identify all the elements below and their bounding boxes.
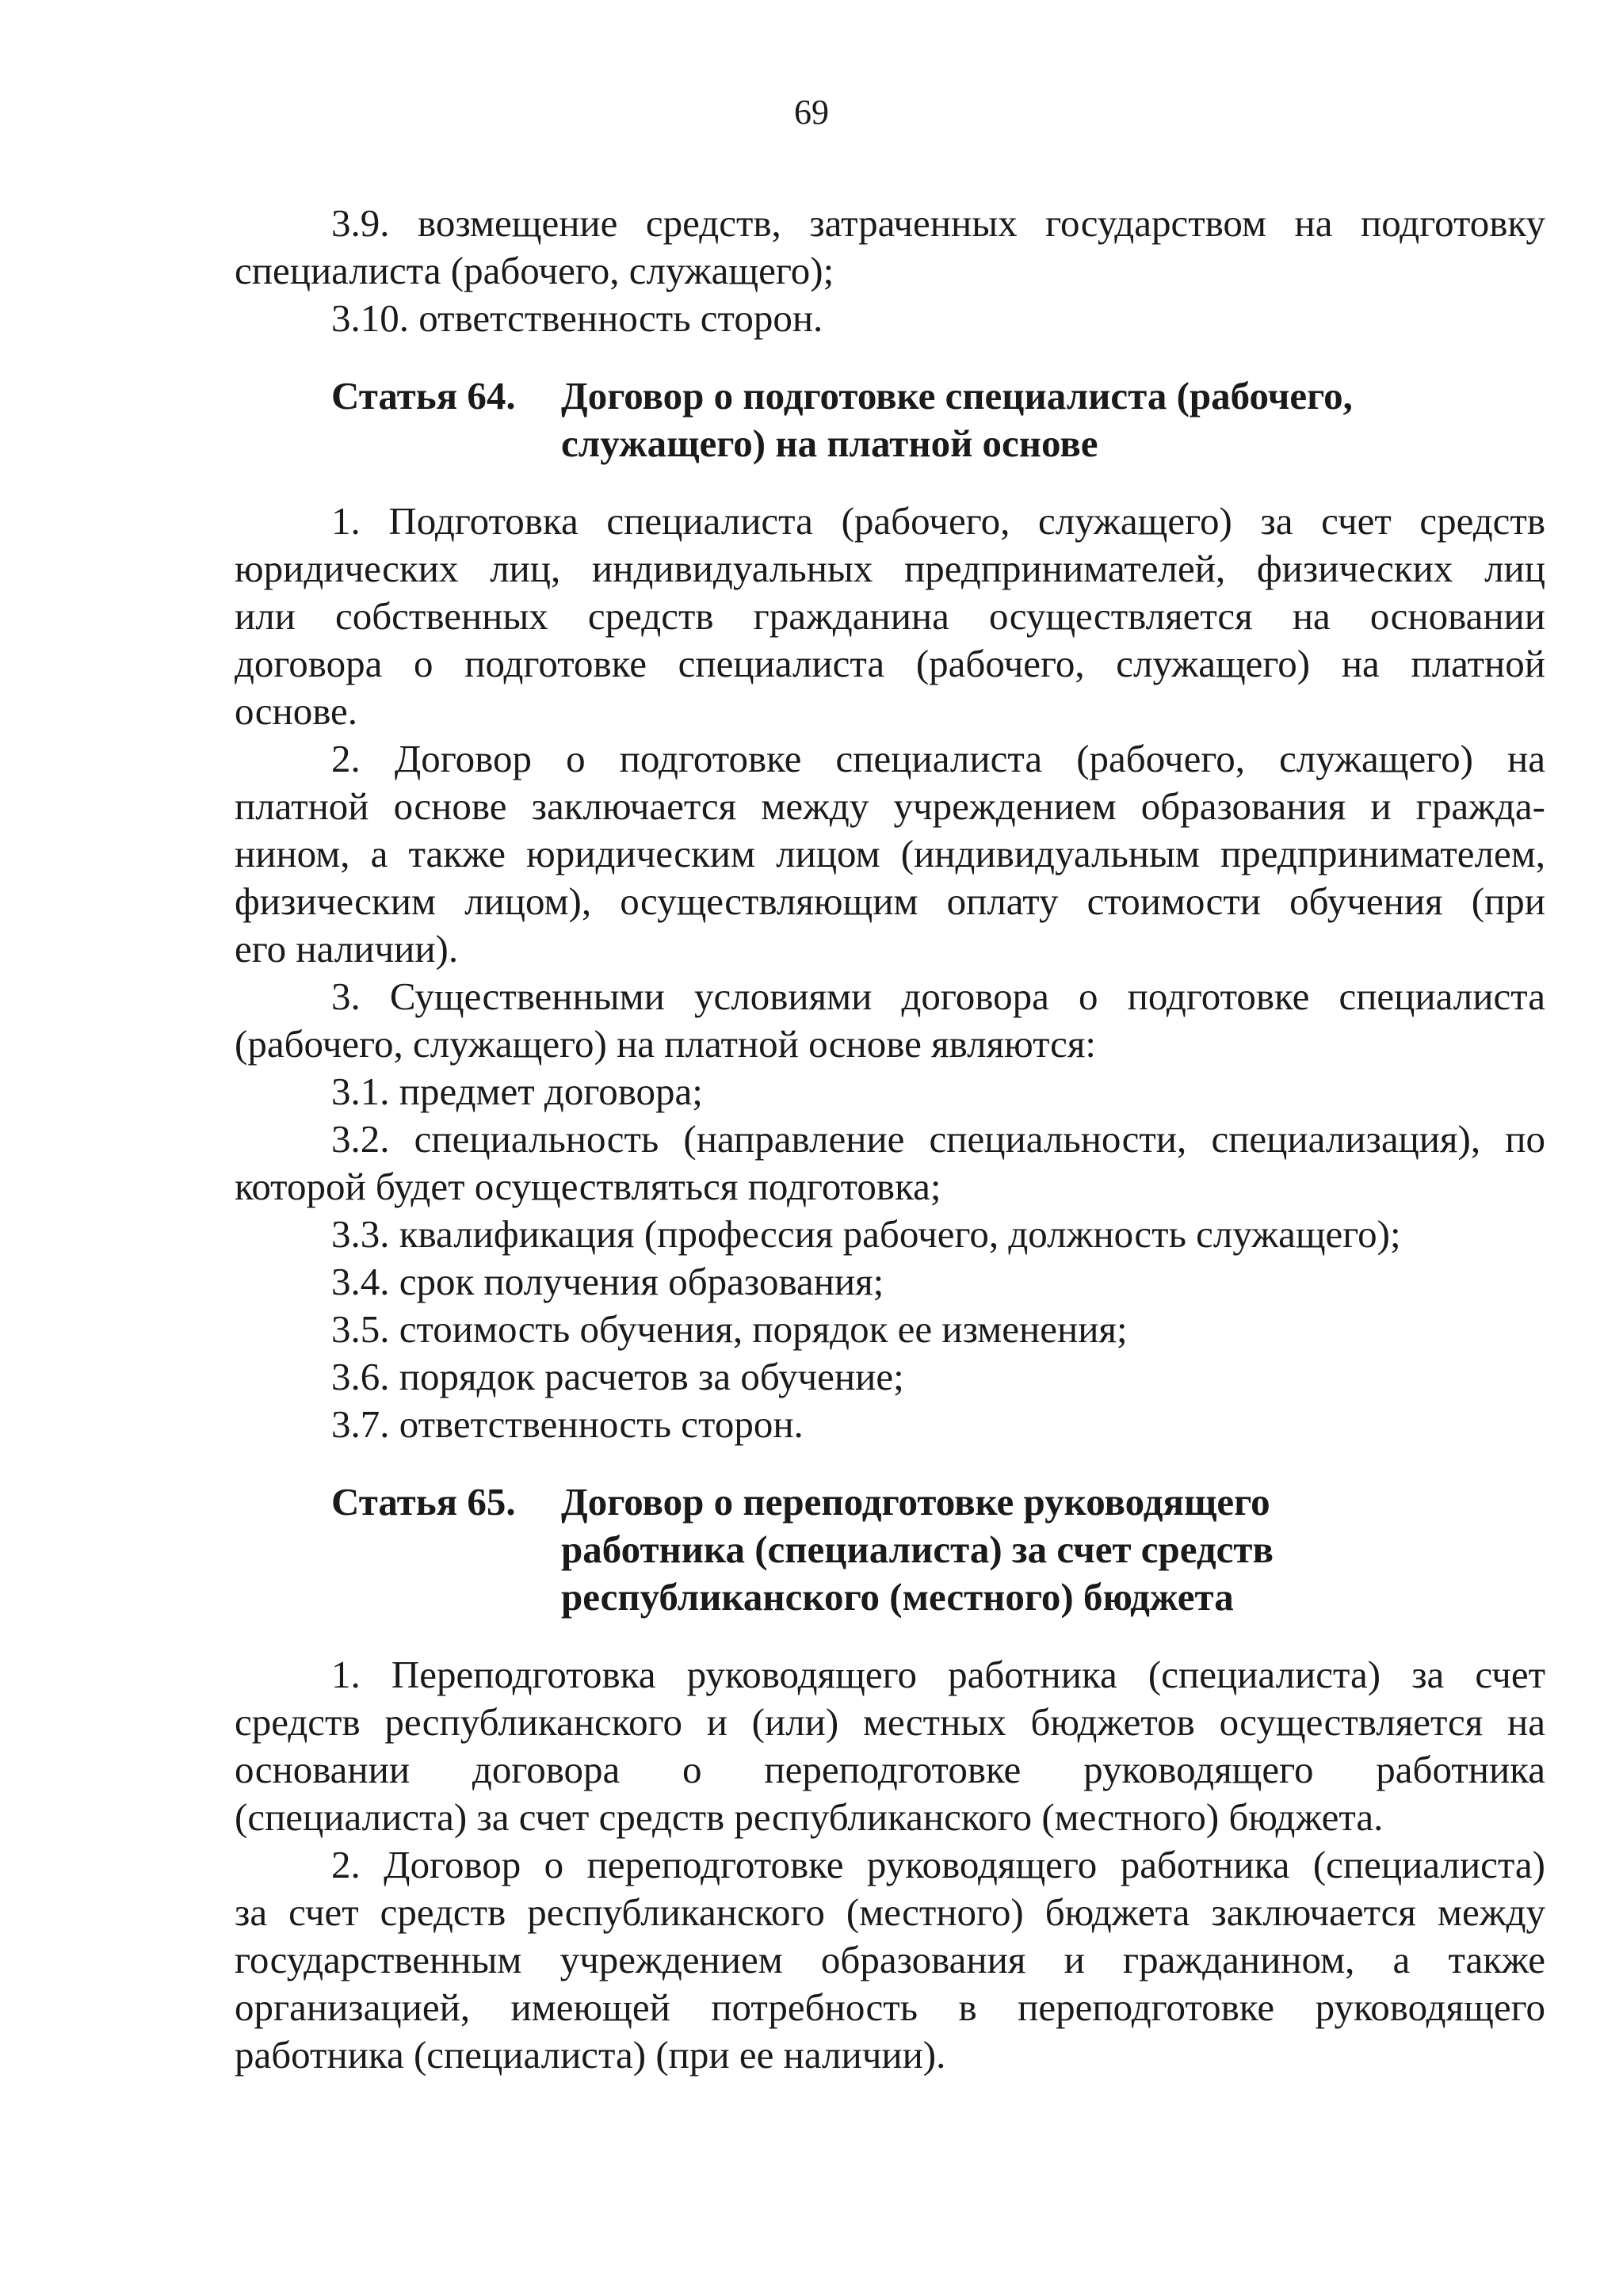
page-number: 69 xyxy=(794,93,829,132)
article-title: Договор о подготовке специалиста (рабочего, xyxy=(561,374,1353,418)
text-line: 3.10. ответственность сторон. xyxy=(331,296,823,340)
article-number: Статья 64. xyxy=(331,374,516,418)
article-title: республиканского (местного) бюджета xyxy=(561,1575,1234,1619)
text-line: 2. Договор о переподготовке руководящего работника (специалиста) xyxy=(331,1843,1545,1886)
text-line: основе. xyxy=(235,689,358,733)
article-number: Статья 65. xyxy=(331,1480,516,1524)
text-line: 3. Существенными условиями договора о подготовке специалиста xyxy=(331,974,1545,1018)
text-line: 3.4. срок получения образования; xyxy=(331,1260,884,1303)
text-line: государственным учреждением образования и гражданином, а также xyxy=(235,1938,1545,1981)
text-line: 1. Переподготовка руководящего работника (специалиста) за счет xyxy=(331,1653,1545,1696)
text-line: специалиста (рабочего, служащего); xyxy=(235,249,834,292)
text-line: работника (специалиста) (при ее наличии). xyxy=(235,2033,946,2077)
text-line: 3.3. квалификация (профессия рабочего, должность служащего); xyxy=(331,1212,1401,1256)
text-line: организацией, имеющей потребность в переподготовке руководящего xyxy=(235,1985,1545,2029)
text-line: договора о подготовке специалиста (рабочего, служащего) на платной xyxy=(235,642,1545,685)
text-line: 3.6. порядок расчетов за обучение; xyxy=(331,1355,904,1398)
text-line: средств республиканского и (или) местных бюджетов осуществляется на xyxy=(235,1700,1545,1744)
text-line: платной основе заключается между учреждением образования и гражда- xyxy=(235,784,1545,828)
text-line: его наличии). xyxy=(235,927,459,971)
text-line: (рабочего, служащего) на платной основе являются: xyxy=(235,1022,1096,1066)
article-title: Договор о переподготовке руководящего xyxy=(561,1480,1270,1524)
text-line: 3.5. стоимость обучения, порядок ее изменения; xyxy=(331,1307,1128,1351)
text-line: 3.7. ответственность сторон. xyxy=(331,1402,804,1446)
text-line: нином, а также юридическим лицом (индивидуальным предпринимателем, xyxy=(235,832,1545,875)
text-line: (специалиста) за счет средств республиканского (местного) бюджета. xyxy=(235,1795,1384,1839)
text-line: физическим лицом), осуществляющим оплату стоимости обучения (при xyxy=(235,879,1545,923)
text-line: юридических лиц, индивидуальных предпринимателей, физических лиц xyxy=(235,547,1545,590)
text-line: 1. Подготовка специалиста (рабочего, служащего) за счет средств xyxy=(331,499,1545,543)
text-line: 3.9. возмещение средств, затраченных государством на подготовку xyxy=(331,201,1545,245)
text-line: 3.1. предмет договора; xyxy=(331,1070,703,1113)
text-line: которой будет осуществляться подготовка; xyxy=(235,1165,941,1208)
text-line: основании договора о переподготовке руководящего работника xyxy=(235,1748,1545,1791)
article-title: служащего) на платной основе xyxy=(561,421,1098,465)
text-line: 3.2. специальность (направление специальности, специализация), по xyxy=(331,1117,1545,1161)
text-line: за счет средств республиканского (местного) бюджета заключается между xyxy=(235,1890,1545,1934)
text-line: 2. Договор о подготовке специалиста (рабочего, служащего) на xyxy=(331,737,1545,780)
article-title: работника (специалиста) за счет средств xyxy=(561,1527,1274,1571)
text-line: или собственных средств гражданина осуществляется на основании xyxy=(235,594,1545,638)
